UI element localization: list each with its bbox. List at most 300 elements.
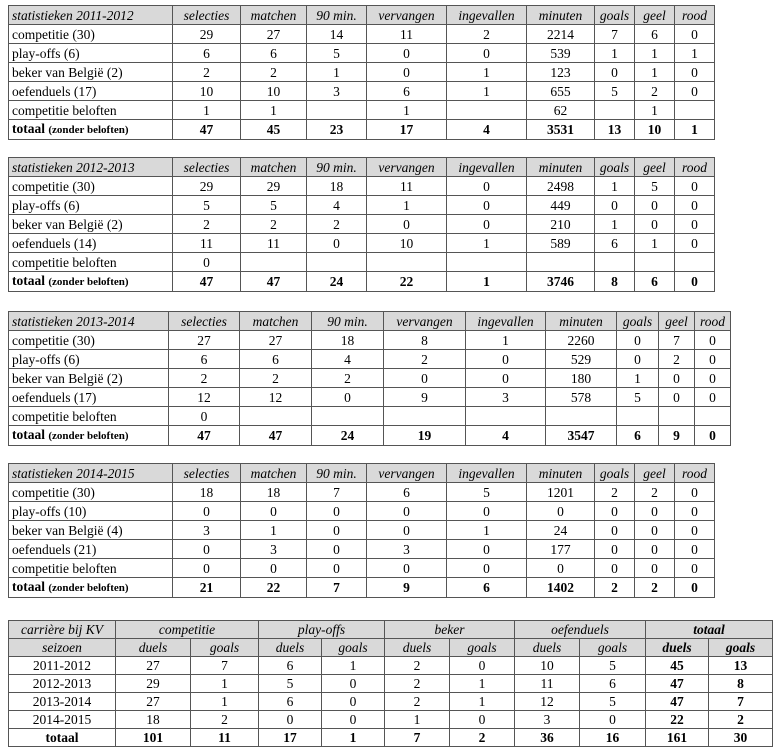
stat-cell: 27 bbox=[169, 331, 240, 350]
row-label: play-offs (10) bbox=[9, 502, 173, 521]
season-table-2013-2014 bbox=[8, 311, 731, 446]
stat-cell: 6 bbox=[173, 44, 241, 63]
stat-cell: 0 bbox=[595, 502, 635, 521]
stat-cell: 18 bbox=[307, 177, 367, 196]
stat-cell: 529 bbox=[546, 350, 617, 369]
stat-cell: 11 bbox=[241, 234, 307, 253]
sub-duels: duels bbox=[646, 639, 709, 657]
row-label: competitie (30) bbox=[9, 25, 173, 44]
career-cell: 1 bbox=[191, 693, 259, 711]
stat-cell bbox=[307, 253, 367, 272]
row-label: beker van België (4) bbox=[9, 521, 173, 540]
season-title: statistieken 2011-2012 bbox=[9, 6, 173, 25]
column-header: vervangen bbox=[367, 464, 447, 483]
row-label: beker van België (2) bbox=[9, 215, 173, 234]
stat-cell: 18 bbox=[173, 483, 241, 502]
row-label: oefenduels (17) bbox=[9, 82, 173, 101]
total-cell: 9 bbox=[367, 578, 447, 598]
stat-cell: 0 bbox=[675, 502, 715, 521]
stat-cell: 1 bbox=[635, 234, 675, 253]
stat-cell: 0 bbox=[635, 559, 675, 578]
stat-cell bbox=[595, 101, 635, 120]
stat-cell: 5 bbox=[447, 483, 527, 502]
stat-cell: 10 bbox=[241, 82, 307, 101]
stat-cell: 0 bbox=[466, 369, 546, 388]
column-header: minuten bbox=[527, 464, 595, 483]
total-cell: 47 bbox=[241, 272, 307, 292]
career-cell: 0 bbox=[580, 711, 646, 729]
stat-cell: 0 bbox=[367, 215, 447, 234]
stat-cell: 6 bbox=[241, 44, 307, 63]
career-row bbox=[9, 711, 773, 729]
total-cell: 24 bbox=[312, 426, 384, 446]
sub-goals: goals bbox=[580, 639, 646, 657]
career-total-cell: 16 bbox=[580, 729, 646, 747]
total-cell: 22 bbox=[367, 272, 447, 292]
total-suffix: (zonder beloften) bbox=[48, 430, 129, 442]
career-cell: 47 bbox=[646, 693, 709, 711]
column-header: geel bbox=[635, 158, 675, 177]
table-row bbox=[9, 331, 731, 350]
row-label: competitie beloften bbox=[9, 407, 169, 426]
total-cell: 21 bbox=[173, 578, 241, 598]
career-cell: 5 bbox=[580, 657, 646, 675]
table-row bbox=[9, 177, 715, 196]
stat-cell: 0 bbox=[307, 521, 367, 540]
row-label: play-offs (6) bbox=[9, 196, 173, 215]
total-row bbox=[9, 272, 715, 292]
stat-cell: 1 bbox=[595, 44, 635, 63]
career-total-cell: 17 bbox=[259, 729, 322, 747]
career-cell: 8 bbox=[709, 675, 773, 693]
stat-cell: 0 bbox=[595, 521, 635, 540]
stat-cell: 1 bbox=[466, 331, 546, 350]
career-season: 2011-2012 bbox=[9, 657, 116, 675]
stat-cell: 3 bbox=[307, 82, 367, 101]
stat-cell: 29 bbox=[173, 177, 241, 196]
stat-cell: 18 bbox=[312, 331, 384, 350]
stat-cell bbox=[595, 253, 635, 272]
stat-cell: 5 bbox=[635, 177, 675, 196]
stat-cell: 0 bbox=[675, 215, 715, 234]
stat-cell: 0 bbox=[447, 44, 527, 63]
career-cell: 45 bbox=[646, 657, 709, 675]
stat-cell: 0 bbox=[307, 540, 367, 559]
total-label: totaal bbox=[12, 579, 45, 594]
season-header-row bbox=[9, 312, 731, 331]
stat-cell: 0 bbox=[675, 521, 715, 540]
stat-cell: 7 bbox=[595, 25, 635, 44]
column-header: ingevallen bbox=[466, 312, 546, 331]
stat-cell: 2 bbox=[447, 25, 527, 44]
stat-cell: 1 bbox=[635, 63, 675, 82]
table-row bbox=[9, 44, 715, 63]
column-header: selecties bbox=[173, 158, 241, 177]
stat-cell: 3 bbox=[241, 540, 307, 559]
column-header: selecties bbox=[173, 464, 241, 483]
career-header-row bbox=[9, 621, 773, 639]
season-table-2014-2015 bbox=[8, 463, 715, 598]
season-title: statistieken 2012-2013 bbox=[9, 158, 173, 177]
career-cell: 29 bbox=[116, 675, 191, 693]
total-cell: 45 bbox=[241, 120, 307, 140]
total-cell: 4 bbox=[447, 120, 527, 140]
sub-goals: goals bbox=[322, 639, 385, 657]
career-total-cell: 7 bbox=[385, 729, 450, 747]
total-cell: 24 bbox=[307, 272, 367, 292]
career-cell: 3 bbox=[515, 711, 580, 729]
total-cell: 10 bbox=[635, 120, 675, 140]
row-label: play-offs (6) bbox=[9, 350, 169, 369]
column-header: rood bbox=[675, 6, 715, 25]
row-label: beker van België (2) bbox=[9, 63, 173, 82]
career-cell: 0 bbox=[450, 711, 515, 729]
stat-cell: 0 bbox=[659, 388, 695, 407]
stat-cell: 14 bbox=[307, 25, 367, 44]
column-header: minuten bbox=[527, 6, 595, 25]
total-cell: 47 bbox=[173, 120, 241, 140]
stat-cell bbox=[695, 407, 731, 426]
column-header: 90 min. bbox=[307, 6, 367, 25]
row-label: competitie beloften bbox=[9, 253, 173, 272]
stat-cell: 1 bbox=[367, 196, 447, 215]
column-header: vervangen bbox=[367, 158, 447, 177]
column-header: ingevallen bbox=[447, 6, 527, 25]
career-total-cell: 2 bbox=[450, 729, 515, 747]
season-label: seizoen bbox=[9, 639, 116, 657]
stat-cell: 11 bbox=[367, 25, 447, 44]
stat-cell: 0 bbox=[675, 177, 715, 196]
total-label: totaal bbox=[12, 427, 45, 442]
stat-cell: 6 bbox=[367, 483, 447, 502]
total-cell: 6 bbox=[617, 426, 659, 446]
column-header: rood bbox=[675, 464, 715, 483]
career-season: 2012-2013 bbox=[9, 675, 116, 693]
stat-cell: 0 bbox=[675, 483, 715, 502]
column-header: matchen bbox=[240, 312, 312, 331]
table-row bbox=[9, 101, 715, 120]
career-total-cell: 36 bbox=[515, 729, 580, 747]
stat-cell: 0 bbox=[635, 521, 675, 540]
career-group-beker: beker bbox=[385, 621, 515, 639]
stat-cell: 0 bbox=[466, 350, 546, 369]
stat-cell: 1 bbox=[447, 82, 527, 101]
total-cell: 19 bbox=[384, 426, 466, 446]
stat-cell bbox=[240, 407, 312, 426]
career-cell: 1 bbox=[450, 675, 515, 693]
total-suffix: (zonder beloften) bbox=[48, 276, 129, 288]
row-label: competitie (30) bbox=[9, 331, 169, 350]
career-cell: 7 bbox=[709, 693, 773, 711]
table-row bbox=[9, 253, 715, 272]
stat-cell: 655 bbox=[527, 82, 595, 101]
career-total-cell: 1 bbox=[322, 729, 385, 747]
career-title: carrière bij KV bbox=[9, 621, 116, 639]
total-cell: 6 bbox=[447, 578, 527, 598]
career-cell: 1 bbox=[450, 693, 515, 711]
stat-cell: 0 bbox=[384, 369, 466, 388]
sub-duels: duels bbox=[116, 639, 191, 657]
stat-cell: 29 bbox=[173, 25, 241, 44]
stat-cell: 0 bbox=[595, 196, 635, 215]
stat-cell: 0 bbox=[675, 82, 715, 101]
stat-cell: 27 bbox=[240, 331, 312, 350]
stat-cell: 0 bbox=[695, 388, 731, 407]
stat-cell: 4 bbox=[307, 196, 367, 215]
stat-cell: 5 bbox=[241, 196, 307, 215]
stat-cell: 6 bbox=[635, 25, 675, 44]
career-cell: 6 bbox=[259, 657, 322, 675]
total-cell: 3746 bbox=[527, 272, 595, 292]
stat-cell: 6 bbox=[169, 350, 240, 369]
column-header: selecties bbox=[169, 312, 240, 331]
career-cell: 2 bbox=[385, 693, 450, 711]
column-header: 90 min. bbox=[312, 312, 384, 331]
career-cell: 0 bbox=[322, 675, 385, 693]
total-label: totaal bbox=[12, 273, 45, 288]
career-row bbox=[9, 693, 773, 711]
stat-cell: 0 bbox=[367, 521, 447, 540]
stat-cell: 6 bbox=[367, 82, 447, 101]
column-header: matchen bbox=[241, 464, 307, 483]
stat-cell: 0 bbox=[527, 502, 595, 521]
season-table-2011-2012 bbox=[8, 5, 715, 140]
column-header: vervangen bbox=[367, 6, 447, 25]
total-cell: 4 bbox=[466, 426, 546, 446]
sub-duels: duels bbox=[385, 639, 450, 657]
stat-cell bbox=[675, 101, 715, 120]
stat-cell: 29 bbox=[241, 177, 307, 196]
stat-cell: 2 bbox=[595, 483, 635, 502]
stat-cell: 1 bbox=[241, 101, 307, 120]
stat-cell: 0 bbox=[307, 559, 367, 578]
season-header-row bbox=[9, 6, 715, 25]
stat-cell: 0 bbox=[173, 253, 241, 272]
stat-cell: 1 bbox=[635, 101, 675, 120]
stat-cell: 7 bbox=[307, 483, 367, 502]
career-cell: 13 bbox=[709, 657, 773, 675]
stat-cell: 0 bbox=[173, 502, 241, 521]
stat-cell: 2 bbox=[241, 63, 307, 82]
career-cell: 2 bbox=[385, 675, 450, 693]
career-season: 2014-2015 bbox=[9, 711, 116, 729]
stat-cell: 1 bbox=[675, 44, 715, 63]
stat-cell: 0 bbox=[617, 331, 659, 350]
row-label: competitie beloften bbox=[9, 101, 173, 120]
total-label: totaal bbox=[12, 121, 45, 136]
table-row bbox=[9, 369, 731, 388]
table-row bbox=[9, 196, 715, 215]
row-label: beker van België (2) bbox=[9, 369, 169, 388]
career-cell: 1 bbox=[385, 711, 450, 729]
stat-cell: 1 bbox=[595, 177, 635, 196]
stat-cell bbox=[635, 253, 675, 272]
career-cell: 1 bbox=[191, 675, 259, 693]
stat-cell: 2 bbox=[312, 369, 384, 388]
stat-cell: 8 bbox=[384, 331, 466, 350]
stat-cell: 4 bbox=[312, 350, 384, 369]
stat-cell: 0 bbox=[447, 215, 527, 234]
career-total-cell: 161 bbox=[646, 729, 709, 747]
stat-cell: 0 bbox=[367, 502, 447, 521]
sub-goals: goals bbox=[709, 639, 773, 657]
column-header: 90 min. bbox=[307, 464, 367, 483]
stat-cell bbox=[384, 407, 466, 426]
stat-cell bbox=[447, 101, 527, 120]
total-suffix: (zonder beloften) bbox=[48, 582, 129, 594]
sub-goals: goals bbox=[450, 639, 515, 657]
column-header: geel bbox=[635, 6, 675, 25]
row-label: oefenduels (17) bbox=[9, 388, 169, 407]
stat-cell: 1 bbox=[617, 369, 659, 388]
stat-cell: 11 bbox=[173, 234, 241, 253]
stat-cell: 12 bbox=[240, 388, 312, 407]
career-cell: 27 bbox=[116, 657, 191, 675]
stat-cell: 62 bbox=[527, 101, 595, 120]
career-group-playoffs: play-offs bbox=[259, 621, 385, 639]
table-row bbox=[9, 559, 715, 578]
stat-cell: 180 bbox=[546, 369, 617, 388]
stat-cell: 3 bbox=[173, 521, 241, 540]
stat-cell: 0 bbox=[675, 25, 715, 44]
stat-cell: 0 bbox=[307, 234, 367, 253]
career-cell: 1 bbox=[322, 657, 385, 675]
stat-cell: 0 bbox=[635, 196, 675, 215]
stat-cell: 0 bbox=[635, 502, 675, 521]
stat-cell: 2 bbox=[240, 369, 312, 388]
stat-cell bbox=[312, 407, 384, 426]
stat-cell: 0 bbox=[173, 540, 241, 559]
total-cell: 1402 bbox=[527, 578, 595, 598]
stat-cell: 6 bbox=[595, 234, 635, 253]
total-cell: 17 bbox=[367, 120, 447, 140]
stat-cell: 24 bbox=[527, 521, 595, 540]
stat-cell bbox=[307, 101, 367, 120]
total-cell: 3547 bbox=[546, 426, 617, 446]
table-row bbox=[9, 407, 731, 426]
career-table bbox=[8, 620, 773, 747]
stat-cell: 0 bbox=[447, 502, 527, 521]
total-row bbox=[9, 426, 731, 446]
stat-cell: 0 bbox=[617, 350, 659, 369]
career-cell: 6 bbox=[259, 693, 322, 711]
career-total-label: totaal bbox=[9, 729, 116, 747]
career-cell: 0 bbox=[322, 711, 385, 729]
season-header-row bbox=[9, 158, 715, 177]
table-row bbox=[9, 25, 715, 44]
row-label: play-offs (6) bbox=[9, 44, 173, 63]
stat-cell: 0 bbox=[527, 559, 595, 578]
stat-cell: 1 bbox=[307, 63, 367, 82]
stat-cell bbox=[659, 407, 695, 426]
stat-cell: 0 bbox=[595, 559, 635, 578]
total-cell: 47 bbox=[173, 272, 241, 292]
column-header: goals bbox=[595, 464, 635, 483]
stat-cell: 578 bbox=[546, 388, 617, 407]
season-table-2012-2013 bbox=[8, 157, 715, 292]
total-cell: 22 bbox=[241, 578, 307, 598]
stat-cell: 0 bbox=[635, 215, 675, 234]
stat-cell: 5 bbox=[595, 82, 635, 101]
stat-cell: 123 bbox=[527, 63, 595, 82]
stat-cell: 1 bbox=[447, 234, 527, 253]
column-header: goals bbox=[595, 158, 635, 177]
table-row bbox=[9, 540, 715, 559]
stat-cell: 5 bbox=[307, 44, 367, 63]
stat-cell: 5 bbox=[173, 196, 241, 215]
stat-cell: 0 bbox=[367, 63, 447, 82]
stat-cell: 2 bbox=[173, 215, 241, 234]
stat-cell: 2 bbox=[635, 82, 675, 101]
career-cell: 12 bbox=[515, 693, 580, 711]
career-cell: 0 bbox=[450, 657, 515, 675]
row-label: competitie beloften bbox=[9, 559, 173, 578]
stat-cell: 0 bbox=[675, 540, 715, 559]
stat-cell: 27 bbox=[241, 25, 307, 44]
total-cell: 23 bbox=[307, 120, 367, 140]
column-header: geel bbox=[635, 464, 675, 483]
total-cell: 1 bbox=[675, 120, 715, 140]
stat-cell: 0 bbox=[675, 559, 715, 578]
column-header: rood bbox=[675, 158, 715, 177]
stat-cell: 0 bbox=[695, 350, 731, 369]
column-header: selecties bbox=[173, 6, 241, 25]
stat-cell: 0 bbox=[695, 331, 731, 350]
career-row bbox=[9, 657, 773, 675]
stat-cell bbox=[447, 253, 527, 272]
stat-cell: 177 bbox=[527, 540, 595, 559]
table-row bbox=[9, 502, 715, 521]
stat-cell bbox=[466, 407, 546, 426]
stat-cell: 1 bbox=[241, 521, 307, 540]
stat-cell: 1 bbox=[635, 44, 675, 63]
stat-cell: 0 bbox=[675, 196, 715, 215]
total-cell: 47 bbox=[169, 426, 240, 446]
stat-cell: 1 bbox=[173, 101, 241, 120]
stat-cell: 0 bbox=[695, 369, 731, 388]
career-cell: 5 bbox=[259, 675, 322, 693]
column-header: ingevallen bbox=[447, 464, 527, 483]
career-season: 2013-2014 bbox=[9, 693, 116, 711]
total-cell: 0 bbox=[675, 272, 715, 292]
stat-cell: 0 bbox=[659, 369, 695, 388]
stat-cell: 6 bbox=[240, 350, 312, 369]
career-group-totaal: totaal bbox=[646, 621, 773, 639]
stat-cell: 2 bbox=[635, 483, 675, 502]
stat-cell: 0 bbox=[635, 540, 675, 559]
stat-cell: 10 bbox=[367, 234, 447, 253]
career-total-row bbox=[9, 729, 773, 747]
stat-cell: 0 bbox=[173, 559, 241, 578]
stat-cell: 7 bbox=[659, 331, 695, 350]
career-group-competitie: competitie bbox=[116, 621, 259, 639]
stat-cell: 0 bbox=[595, 63, 635, 82]
stat-cell: 9 bbox=[384, 388, 466, 407]
stat-cell: 0 bbox=[312, 388, 384, 407]
column-header: goals bbox=[595, 6, 635, 25]
column-header: minuten bbox=[527, 158, 595, 177]
career-cell: 0 bbox=[322, 693, 385, 711]
stat-cell: 1 bbox=[447, 521, 527, 540]
career-cell: 27 bbox=[116, 693, 191, 711]
table-row bbox=[9, 350, 731, 369]
total-cell: 0 bbox=[675, 578, 715, 598]
season-title: statistieken 2013-2014 bbox=[9, 312, 169, 331]
stat-cell bbox=[617, 407, 659, 426]
table-row bbox=[9, 63, 715, 82]
stat-cell: 12 bbox=[169, 388, 240, 407]
sub-goals: goals bbox=[191, 639, 259, 657]
